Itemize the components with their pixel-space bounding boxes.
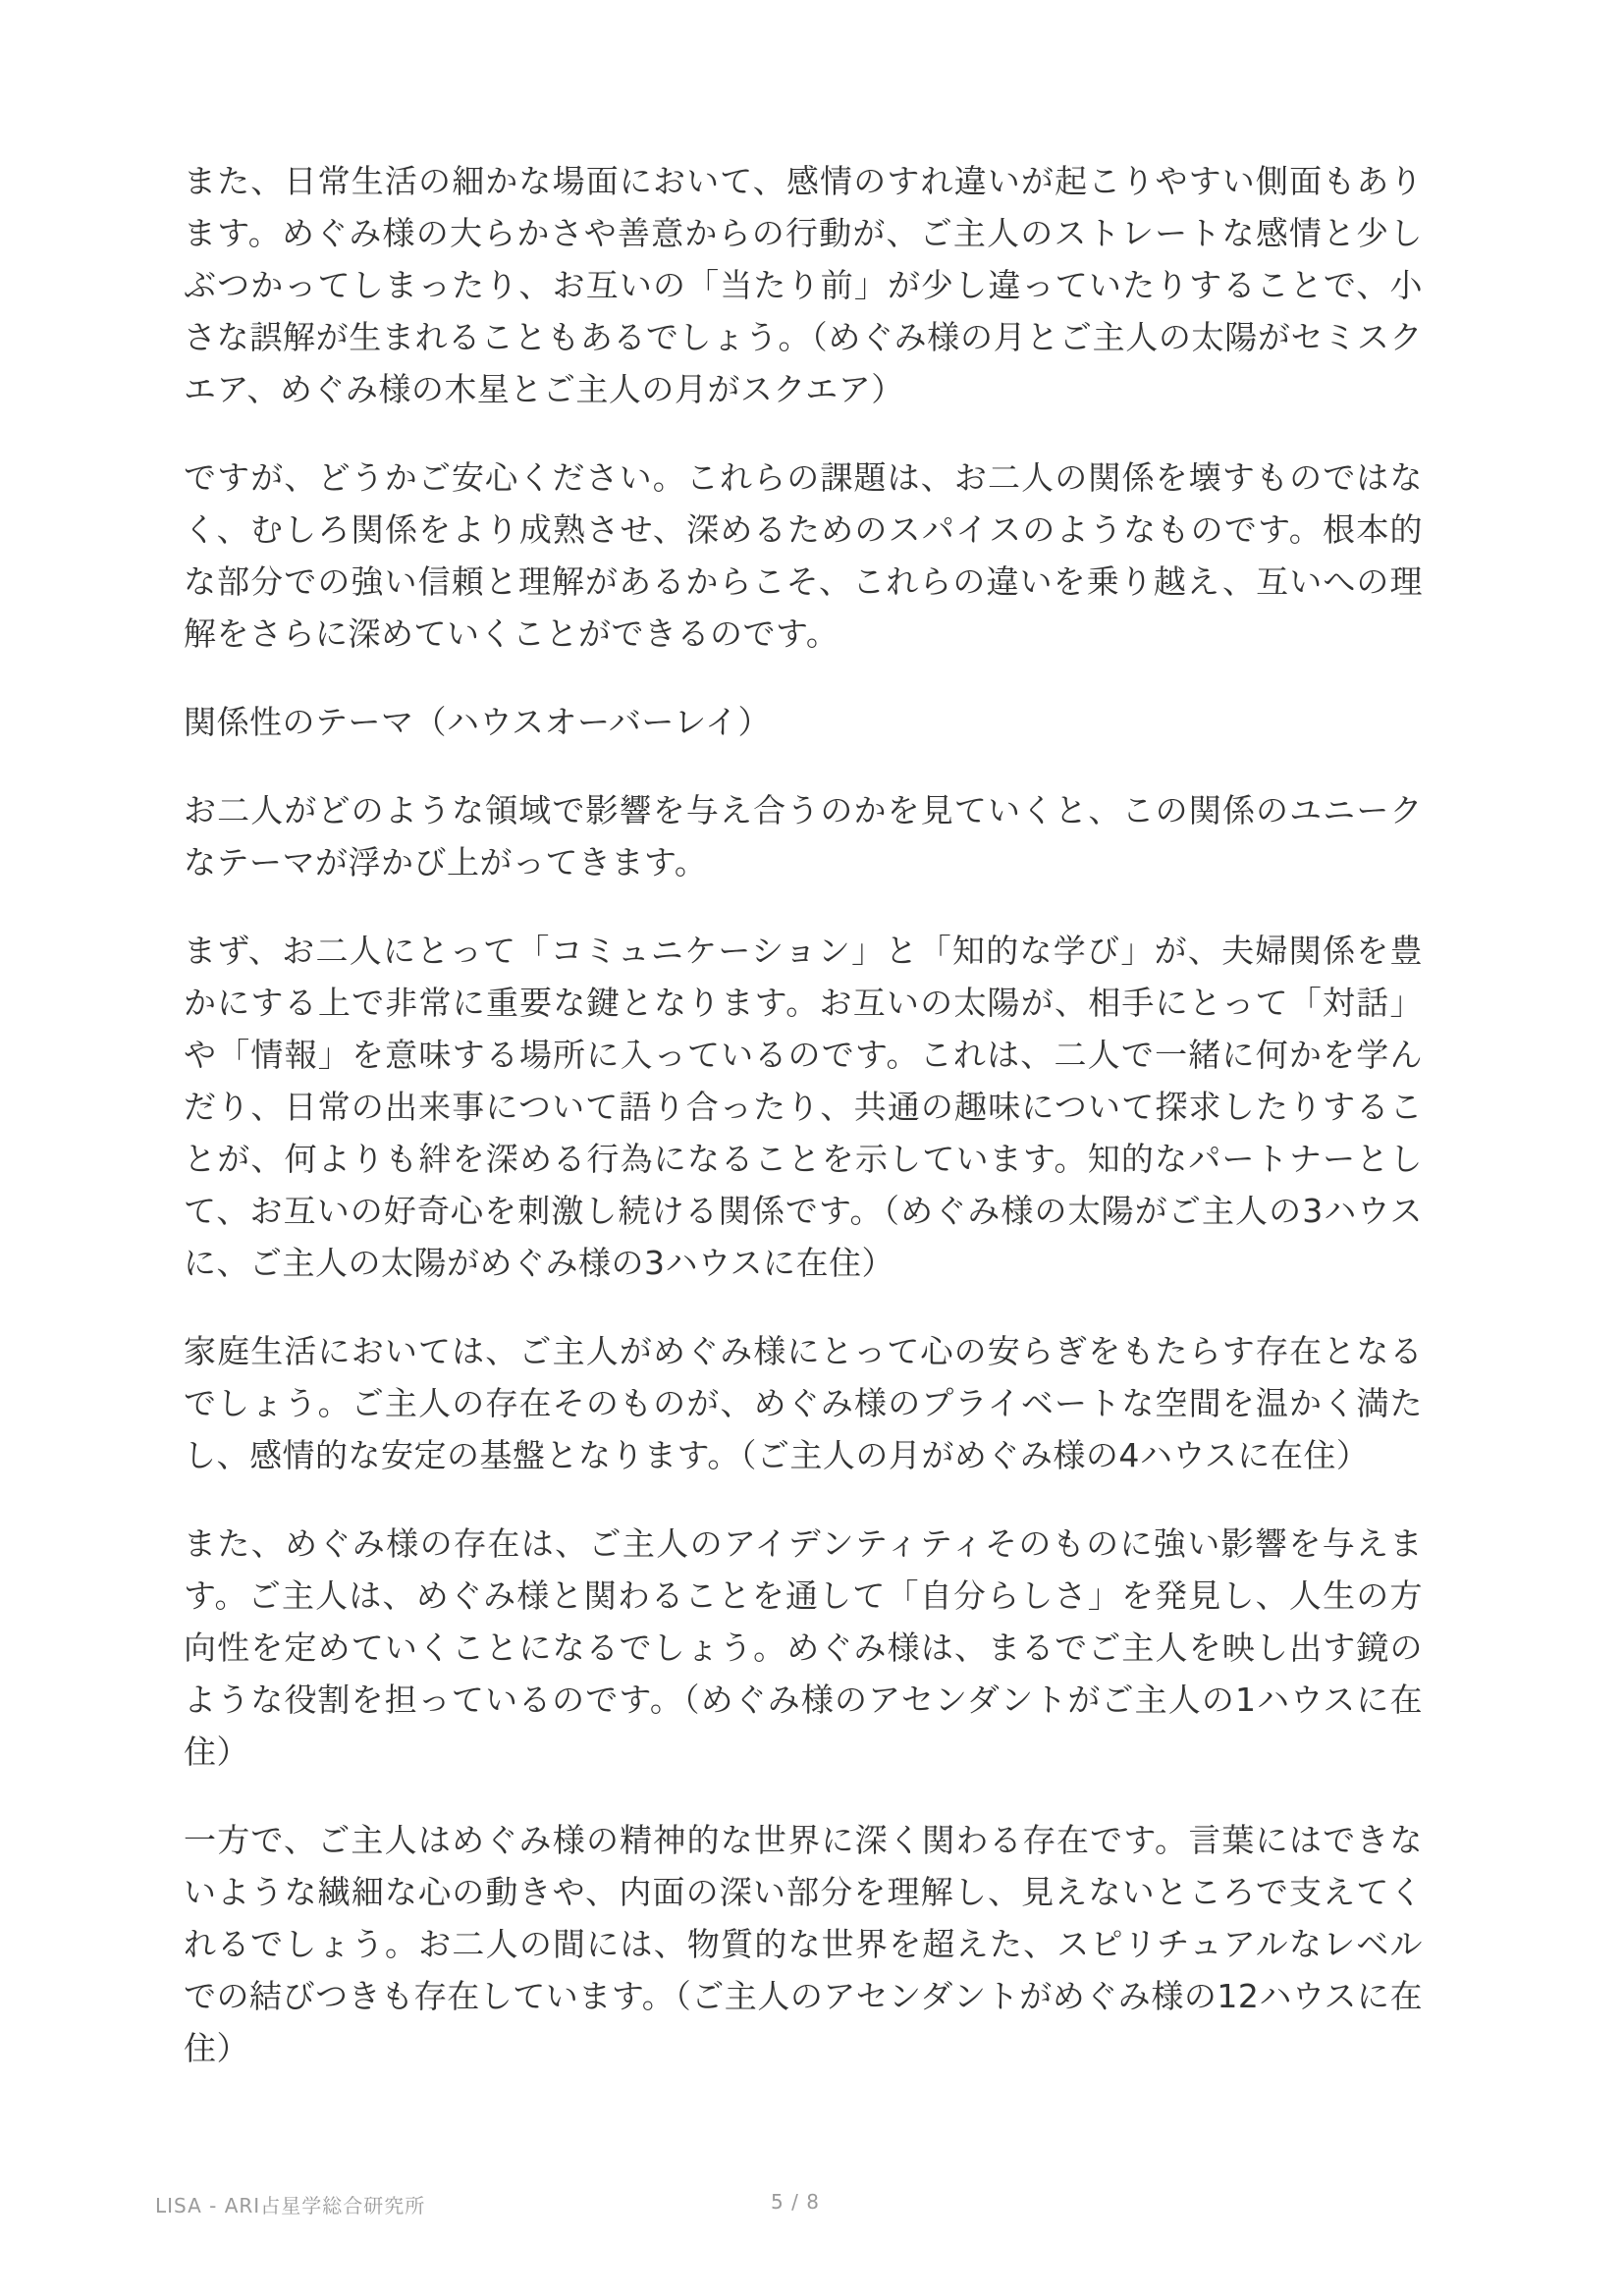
paragraph-home-life: 家庭生活においては、ご主人がめぐみ様にとって心の安らぎをもたらす存在となるでしょう。ご主人の存在そのものが、めぐみ様のプライベートな空間を温かく満たし、感情的な安定の基盤となります。（ご主人の月がめぐみ様の4ハウスに在住） (184, 1332, 1423, 1474)
paragraph-reassurance: ですが、どうかご安心ください。これらの課題は、お二人の関係を壊すものではなく、むしろ関係をより成熟させ、深めるためのスパイスのようなものです。根本的な部分での強い信頼と理解があるからこそ、これらの違いを乗り越え、互いへの理解をさらに深めていくことができるのです。 (184, 458, 1423, 653)
footer-page-number: 5 / 8 (771, 2190, 820, 2214)
paragraph-spiritual-bond: 一方で、ご主人はめぐみ様の精神的な世界に深く関わる存在です。言葉にはできないような繊細な心の動きや、内面の深い部分を理解し、見えないところで支えてくれるでしょう。お二人の間には、物質的な世界を超えた、スピリチュアルなレベルでの結びつきも存在しています。（ご主人のアセンダントがめぐみ様の12ハウスに在住） (184, 1821, 1423, 2067)
document-body (184, 155, 1423, 2110)
section-heading-house-overlay: 関係性のテーマ（ハウスオーバーレイ） (184, 703, 772, 741)
paragraph-overlay-intro: お二人がどのような領域で影響を与え合うのかを見ていくと、この関係のユニークなテーマが浮かび上がってきます。 (184, 791, 1423, 881)
paragraph-misunderstanding-aspects: また、日常生活の細かな場面において、感情のすれ違いが起こりやすい側面もあります。めぐみ様の大らかさや善意からの行動が、ご主人のストレートな感情と少しぶつかってしまったり、お互いの「当たり前」が少し違っていたりすることで、小さな誤解が生まれることもあるでしょう。（めぐみ様の月とご主人の太陽がセミスクエア、めぐみ様の木星とご主人の月がスクエア） (184, 162, 1423, 408)
paragraph-communication-learning: まず、お二人にとって「コミュニケーション」と「知的な学び」が、夫婦関係を豊かにする上で非常に重要な鍵となります。お互いの太陽が、相手にとって「対話」や「情報」を意味する場所に入っているのです。これは、二人で一緒に何かを学んだり、日常の出来事について語り合ったり、共通の趣味について探求したりすることが、何よりも絆を深める行為になることを示しています。知的なパートナーとして、お互いの好奇心を刺激し続ける関係です。（めぐみ様の太陽がご主人の3ハウスに、ご主人の太陽がめぐみ様の3ハウスに在住） (184, 932, 1423, 1282)
paragraph-identity-influence: また、めぐみ様の存在は、ご主人のアイデンティティそのものに強い影響を与えます。ご主人は、めぐみ様と関わることを通して「自分らしさ」を発見し、人生の方向性を定めていくことになるでしょう。めぐみ様は、まるでご主人を映し出す鏡のような役割を担っているのです。（めぐみ様のアセンダントがご主人の1ハウスに在住） (184, 1524, 1423, 1771)
footer-brand-label: LISA - ARI占星学総合研究所 (155, 2194, 426, 2217)
